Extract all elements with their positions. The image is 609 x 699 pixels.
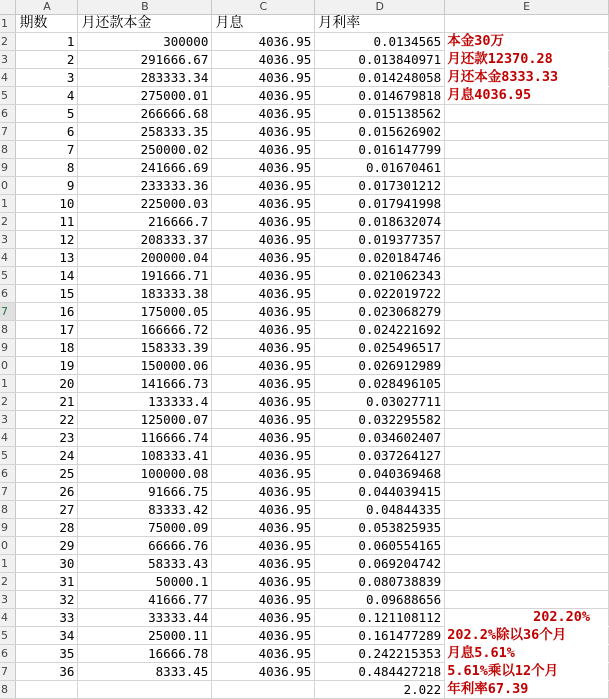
sheet-row xyxy=(0,609,609,627)
row-header[interactable]: 2 xyxy=(0,393,16,411)
cell-period[interactable]: 35 xyxy=(16,645,78,663)
sheet-row xyxy=(0,375,609,393)
cell-interest[interactable]: 4036.95 xyxy=(212,339,315,357)
row-header[interactable]: 6 xyxy=(0,105,16,123)
cell-rate[interactable]: 0.014679818 xyxy=(315,87,445,105)
cell-rate[interactable]: 0.017941998 xyxy=(315,195,445,213)
cell-note[interactable] xyxy=(445,231,609,249)
cell-principal[interactable]: 166666.72 xyxy=(78,321,212,339)
cell-interest[interactable]: 4036.95 xyxy=(212,303,315,321)
row-header[interactable]: 1 xyxy=(0,15,16,33)
sheet-row xyxy=(0,519,609,537)
cell-note[interactable] xyxy=(445,483,609,501)
cell-period[interactable]: 18 xyxy=(16,339,78,357)
cell-principal[interactable]: 66666.76 xyxy=(78,537,212,555)
cell-note[interactable] xyxy=(445,375,609,393)
cell-principal[interactable]: 233333.36 xyxy=(78,177,212,195)
cell-principal[interactable]: 216666.7 xyxy=(78,213,212,231)
cell-note[interactable] xyxy=(445,555,609,573)
cell-period[interactable]: 28 xyxy=(16,519,78,537)
cell-note[interactable] xyxy=(445,69,609,87)
cell-interest[interactable]: 4036.95 xyxy=(212,267,315,285)
column-header-e[interactable]: E xyxy=(445,0,609,15)
cell-period[interactable]: 36 xyxy=(16,663,78,681)
row-header[interactable]: 7 xyxy=(0,483,16,501)
cell-principal[interactable]: 125000.07 xyxy=(78,411,212,429)
cell-rate[interactable]: 0.017301212 xyxy=(315,177,445,195)
sheet-row xyxy=(0,555,609,573)
loan-note-text: 月息4036.95 xyxy=(447,87,532,103)
cell-interest[interactable]: 4036.95 xyxy=(212,357,315,375)
cell-note[interactable] xyxy=(445,51,609,69)
cell-principal[interactable]: 83333.42 xyxy=(78,501,212,519)
row-header[interactable]: 9 xyxy=(0,339,16,357)
row-header[interactable]: 9 xyxy=(0,159,16,177)
cell-note[interactable] xyxy=(445,411,609,429)
cell-principal[interactable]: 241666.69 xyxy=(78,159,212,177)
cell-note[interactable] xyxy=(445,447,609,465)
row-header[interactable]: 3 xyxy=(0,51,16,69)
cell-principal[interactable]: 250000.02 xyxy=(78,141,212,159)
cell-rate[interactable]: 0.242215353 xyxy=(315,645,445,663)
cell-period[interactable]: 22 xyxy=(16,411,78,429)
row-header[interactable]: 5 xyxy=(0,627,16,645)
cell-principal[interactable]: 300000 xyxy=(78,33,212,51)
cell-period[interactable]: 3 xyxy=(16,69,78,87)
cell-interest[interactable]: 4036.95 xyxy=(212,429,315,447)
cell-period[interactable]: 33 xyxy=(16,609,78,627)
loan-note-text: 本金30万 xyxy=(447,33,504,49)
cell-rate[interactable]: 0.121108112 xyxy=(315,609,445,627)
column-header-row xyxy=(0,0,609,15)
cell-period[interactable]: 16 xyxy=(16,303,78,321)
cell-note[interactable] xyxy=(445,249,609,267)
cell-note[interactable] xyxy=(445,267,609,285)
header-cell-monthly-interest[interactable]: 月息 xyxy=(212,15,315,33)
cell-principal[interactable]: 91666.75 xyxy=(78,483,212,501)
cell-note[interactable] xyxy=(445,393,609,411)
cell-note[interactable] xyxy=(445,663,609,681)
cell-interest[interactable]: 4036.95 xyxy=(212,33,315,51)
row-header[interactable]: 5 xyxy=(0,267,16,285)
cell-period[interactable]: 26 xyxy=(16,483,78,501)
cell-principal[interactable]: 291666.67 xyxy=(78,51,212,69)
cell-rate[interactable]: 0.014248058 xyxy=(315,69,445,87)
cell-note[interactable] xyxy=(445,501,609,519)
cell-period[interactable]: 21 xyxy=(16,393,78,411)
cell-note[interactable] xyxy=(445,177,609,195)
cell-rate[interactable]: 0.020184746 xyxy=(315,249,445,267)
sheet-row xyxy=(0,195,609,213)
cell-note[interactable] xyxy=(445,537,609,555)
sheet-row xyxy=(0,663,609,681)
cell-rate[interactable]: 0.034602407 xyxy=(315,429,445,447)
sheet-row xyxy=(0,483,609,501)
row-header[interactable]: 1 xyxy=(0,555,16,573)
cell-rate-sum[interactable]: 2.022 xyxy=(315,681,445,699)
cell-interest[interactable]: 4036.95 xyxy=(212,231,315,249)
cell-rate[interactable]: 0.03027711 xyxy=(315,393,445,411)
cell-interest[interactable]: 4036.95 xyxy=(212,555,315,573)
cell-period[interactable]: 1 xyxy=(16,33,78,51)
sheet-row xyxy=(0,681,609,699)
sheet-row xyxy=(0,285,609,303)
row-header[interactable]: 9 xyxy=(0,519,16,537)
cell-interest[interactable]: 4036.95 xyxy=(212,285,315,303)
cell-note[interactable] xyxy=(445,213,609,231)
row-header[interactable]: 8 xyxy=(0,501,16,519)
row-header[interactable]: 0 xyxy=(0,177,16,195)
cell-period[interactable]: 4 xyxy=(16,87,78,105)
cell-period[interactable]: 23 xyxy=(16,429,78,447)
cell-rate[interactable]: 0.04844335 xyxy=(315,501,445,519)
cell-principal[interactable]: 141666.73 xyxy=(78,375,212,393)
cell-interest[interactable]: 4036.95 xyxy=(212,177,315,195)
cell-note[interactable] xyxy=(445,681,609,699)
sheet-row xyxy=(0,33,609,51)
sheet-row xyxy=(0,645,609,663)
sheet-row xyxy=(0,339,609,357)
cell-rate[interactable]: 0.022019722 xyxy=(315,285,445,303)
cell-principal[interactable]: 75000.09 xyxy=(78,519,212,537)
cell-note[interactable] xyxy=(445,591,609,609)
cell-note[interactable] xyxy=(445,87,609,105)
cell-rate[interactable]: 0.016147799 xyxy=(315,141,445,159)
cell-interest[interactable]: 4036.95 xyxy=(212,465,315,483)
rate-note-text: 202.20% xyxy=(533,609,590,625)
cell-interest[interactable]: 4036.95 xyxy=(212,87,315,105)
cell-interest[interactable]: 4036.95 xyxy=(212,375,315,393)
cell-rate[interactable]: 0.028496105 xyxy=(315,375,445,393)
row-header[interactable]: 4 xyxy=(0,609,16,627)
cell-rate[interactable]: 0.024221692 xyxy=(315,321,445,339)
cell-principal[interactable]: 208333.37 xyxy=(78,231,212,249)
cell-note[interactable] xyxy=(445,15,609,33)
cell-interest[interactable]: 4036.95 xyxy=(212,591,315,609)
sheet-row xyxy=(0,51,609,69)
sheet-row xyxy=(0,573,609,591)
sheet-row xyxy=(0,69,609,87)
cell-rate[interactable]: 0.161477289 xyxy=(315,627,445,645)
cell-period[interactable]: 31 xyxy=(16,573,78,591)
row-header[interactable]: 7 xyxy=(0,663,16,681)
cell-period[interactable]: 25 xyxy=(16,465,78,483)
row-header[interactable]: 2 xyxy=(0,213,16,231)
cell-period[interactable]: 30 xyxy=(16,555,78,573)
cell-interest[interactable]: 4036.95 xyxy=(212,537,315,555)
cell-period[interactable]: 34 xyxy=(16,627,78,645)
cell-period[interactable]: 8 xyxy=(16,159,78,177)
column-header-d[interactable]: D xyxy=(315,0,445,15)
rate-note-text: 202.2%除以36个月 xyxy=(447,627,567,643)
cell-note[interactable] xyxy=(445,609,609,627)
cell-rate[interactable]: 0.037264127 xyxy=(315,447,445,465)
cell-note[interactable] xyxy=(445,303,609,321)
sheet-row xyxy=(0,267,609,285)
cell-interest[interactable]: 4036.95 xyxy=(212,141,315,159)
cell-note[interactable] xyxy=(445,357,609,375)
sheet-row xyxy=(0,177,609,195)
cell-note[interactable] xyxy=(445,429,609,447)
cell-period[interactable]: 9 xyxy=(16,177,78,195)
cell-interest[interactable]: 4036.95 xyxy=(212,645,315,663)
cell-note[interactable] xyxy=(445,573,609,591)
loan-note-text: 月还款12370.28 xyxy=(447,51,553,67)
cell-interest[interactable]: 4036.95 xyxy=(212,627,315,645)
row-header[interactable]: 3 xyxy=(0,591,16,609)
cell-period[interactable]: 20 xyxy=(16,375,78,393)
cell-interest[interactable]: 4036.95 xyxy=(212,159,315,177)
row-header[interactable]: 0 xyxy=(0,357,16,375)
cell-note[interactable] xyxy=(445,465,609,483)
cell-principal[interactable]: 100000.08 xyxy=(78,465,212,483)
cell-principal[interactable]: 8333.45 xyxy=(78,663,212,681)
row-header[interactable]: 6 xyxy=(0,465,16,483)
cell-period[interactable]: 29 xyxy=(16,537,78,555)
loan-note-text: 月还本金8333.33 xyxy=(447,69,559,85)
sheet-row xyxy=(0,537,609,555)
row-header[interactable]: 7 xyxy=(0,123,16,141)
row-header[interactable]: 8 xyxy=(0,681,16,699)
row-header[interactable]: 5 xyxy=(0,447,16,465)
cell-note[interactable] xyxy=(445,123,609,141)
cell-period[interactable]: 32 xyxy=(16,591,78,609)
row-header[interactable]: 1 xyxy=(0,375,16,393)
column-header-a[interactable]: A xyxy=(16,0,78,15)
sheet-row xyxy=(0,501,609,519)
sheet-row xyxy=(0,321,609,339)
sheet-row xyxy=(0,123,609,141)
cell-interest[interactable]: 4036.95 xyxy=(212,663,315,681)
cell-interest[interactable]: 4036.95 xyxy=(212,609,315,627)
sheet-row xyxy=(0,249,609,267)
cell-period[interactable]: 12 xyxy=(16,231,78,249)
sheet-row xyxy=(0,447,609,465)
cell-principal[interactable]: 16666.78 xyxy=(78,645,212,663)
row-header[interactable]: 0 xyxy=(0,537,16,555)
cell-principal[interactable]: 191666.71 xyxy=(78,267,212,285)
sheet-row xyxy=(0,591,609,609)
cell-rate[interactable]: 0.018632074 xyxy=(315,213,445,231)
row-header[interactable]: 2 xyxy=(0,33,16,51)
cell-period[interactable]: 2 xyxy=(16,51,78,69)
cell-interest[interactable]: 4036.95 xyxy=(212,123,315,141)
sheet-row xyxy=(0,213,609,231)
cell-rate[interactable]: 0.080738839 xyxy=(315,573,445,591)
cell-rate[interactable]: 0.026912989 xyxy=(315,357,445,375)
row-header[interactable]: 3 xyxy=(0,411,16,429)
cell-rate[interactable]: 0.484427218 xyxy=(315,663,445,681)
cell-principal[interactable]: 200000.04 xyxy=(78,249,212,267)
cell-note[interactable] xyxy=(445,159,609,177)
cell-principal[interactable]: 58333.43 xyxy=(78,555,212,573)
sheet-row xyxy=(0,357,609,375)
cell-interest[interactable]: 4036.95 xyxy=(212,51,315,69)
cell-rate[interactable]: 0.060554165 xyxy=(315,537,445,555)
row-header[interactable]: 2 xyxy=(0,573,16,591)
cell-empty[interactable] xyxy=(212,681,315,699)
cell-note[interactable] xyxy=(445,195,609,213)
cell-period[interactable]: 27 xyxy=(16,501,78,519)
cell-principal[interactable]: 33333.44 xyxy=(78,609,212,627)
cell-interest[interactable]: 4036.95 xyxy=(212,249,315,267)
sheet-row xyxy=(0,231,609,249)
cell-period[interactable]: 14 xyxy=(16,267,78,285)
cell-rate[interactable]: 0.025496517 xyxy=(315,339,445,357)
cell-empty[interactable] xyxy=(16,681,78,699)
cell-rate[interactable]: 0.0134565 xyxy=(315,33,445,51)
cell-note[interactable] xyxy=(445,627,609,645)
cell-period[interactable]: 5 xyxy=(16,105,78,123)
cell-interest[interactable]: 4036.95 xyxy=(212,195,315,213)
cell-rate[interactable]: 0.021062343 xyxy=(315,267,445,285)
cell-rate[interactable]: 0.015626902 xyxy=(315,123,445,141)
rate-note-text: 年利率67.39 xyxy=(447,681,529,697)
cell-rate[interactable]: 0.044039415 xyxy=(315,483,445,501)
cell-rate[interactable]: 0.019377357 xyxy=(315,231,445,249)
cell-empty[interactable] xyxy=(78,681,212,699)
cell-note[interactable] xyxy=(445,285,609,303)
cell-principal[interactable]: 158333.39 xyxy=(78,339,212,357)
cell-period[interactable]: 15 xyxy=(16,285,78,303)
rate-note-text: 5.61%乘以12个月 xyxy=(447,663,559,679)
cell-period[interactable]: 11 xyxy=(16,213,78,231)
cell-principal[interactable]: 41666.77 xyxy=(78,591,212,609)
cell-principal[interactable]: 25000.11 xyxy=(78,627,212,645)
cell-note[interactable] xyxy=(445,321,609,339)
cell-interest[interactable]: 4036.95 xyxy=(212,573,315,591)
cell-principal[interactable]: 50000.1 xyxy=(78,573,212,591)
cell-note[interactable] xyxy=(445,519,609,537)
cell-rate[interactable]: 0.069204742 xyxy=(315,555,445,573)
cell-principal[interactable]: 258333.35 xyxy=(78,123,212,141)
row-header[interactable]: 6 xyxy=(0,645,16,663)
row-header[interactable]: 8 xyxy=(0,321,16,339)
sheet-row xyxy=(0,87,609,105)
cell-rate[interactable]: 0.09688656 xyxy=(315,591,445,609)
cell-interest[interactable]: 4036.95 xyxy=(212,411,315,429)
cell-note[interactable] xyxy=(445,105,609,123)
header-cell-monthly-rate[interactable]: 月利率 xyxy=(315,15,445,33)
cell-note[interactable] xyxy=(445,141,609,159)
sheet-row xyxy=(0,303,609,321)
cell-interest[interactable]: 4036.95 xyxy=(212,213,315,231)
cell-principal[interactable]: 175000.05 xyxy=(78,303,212,321)
row-header[interactable]: 4 xyxy=(0,429,16,447)
row-header[interactable]: 8 xyxy=(0,141,16,159)
cell-note[interactable] xyxy=(445,33,609,51)
cell-period[interactable]: 19 xyxy=(16,357,78,375)
row-header[interactable]: 3 xyxy=(0,231,16,249)
sheet-row xyxy=(0,105,609,123)
sheet-row xyxy=(0,429,609,447)
cell-interest[interactable]: 4036.95 xyxy=(212,519,315,537)
cell-interest[interactable]: 4036.95 xyxy=(212,501,315,519)
sheet-row xyxy=(0,141,609,159)
cell-principal[interactable]: 283333.34 xyxy=(78,69,212,87)
cell-principal[interactable]: 108333.41 xyxy=(78,447,212,465)
cell-period[interactable]: 24 xyxy=(16,447,78,465)
cell-rate[interactable]: 0.053825935 xyxy=(315,519,445,537)
row-header[interactable]: 4 xyxy=(0,249,16,267)
cell-principal[interactable]: 275000.01 xyxy=(78,87,212,105)
cell-interest[interactable]: 4036.95 xyxy=(212,483,315,501)
cell-rate[interactable]: 0.013840971 xyxy=(315,51,445,69)
cell-principal[interactable]: 133333.4 xyxy=(78,393,212,411)
cell-period[interactable]: 13 xyxy=(16,249,78,267)
sheet-row xyxy=(0,627,609,645)
cell-principal[interactable]: 266666.68 xyxy=(78,105,212,123)
cell-interest[interactable]: 4036.95 xyxy=(212,105,315,123)
header-cell-principal-due[interactable]: 月还款本金 xyxy=(78,15,212,33)
cell-interest[interactable]: 4036.95 xyxy=(212,321,315,339)
cell-period[interactable]: 6 xyxy=(16,123,78,141)
sheet-row xyxy=(0,393,609,411)
sheet-row xyxy=(0,465,609,483)
cell-principal[interactable]: 116666.74 xyxy=(78,429,212,447)
cell-principal[interactable]: 183333.38 xyxy=(78,285,212,303)
cell-interest[interactable]: 4036.95 xyxy=(212,393,315,411)
header-cell-period[interactable]: 期数 xyxy=(16,15,78,33)
cell-note[interactable] xyxy=(445,339,609,357)
column-header-c[interactable]: C xyxy=(212,0,315,15)
cell-rate[interactable]: 0.040369468 xyxy=(315,465,445,483)
cell-rate[interactable]: 0.023068279 xyxy=(315,303,445,321)
cell-interest[interactable]: 4036.95 xyxy=(212,447,315,465)
select-all-corner[interactable] xyxy=(0,0,16,15)
cell-rate[interactable]: 0.015138562 xyxy=(315,105,445,123)
row-header[interactable]: 1 xyxy=(0,195,16,213)
cell-principal[interactable]: 150000.06 xyxy=(78,357,212,375)
sheet-row xyxy=(0,15,609,33)
cell-rate[interactable]: 0.01670461 xyxy=(315,159,445,177)
row-header[interactable]: 7 xyxy=(0,303,16,321)
cell-interest[interactable]: 4036.95 xyxy=(212,69,315,87)
cell-period[interactable]: 17 xyxy=(16,321,78,339)
rate-note-text: 月息5.61% xyxy=(447,645,515,661)
cell-principal[interactable]: 225000.03 xyxy=(78,195,212,213)
row-header[interactable]: 4 xyxy=(0,69,16,87)
row-header[interactable]: 6 xyxy=(0,285,16,303)
sheet-row xyxy=(0,411,609,429)
cell-note[interactable] xyxy=(445,645,609,663)
cell-rate[interactable]: 0.032295582 xyxy=(315,411,445,429)
cell-period[interactable]: 7 xyxy=(16,141,78,159)
cell-period[interactable]: 10 xyxy=(16,195,78,213)
row-header[interactable]: 5 xyxy=(0,87,16,105)
sheet-row xyxy=(0,159,609,177)
column-header-b[interactable]: B xyxy=(78,0,212,15)
